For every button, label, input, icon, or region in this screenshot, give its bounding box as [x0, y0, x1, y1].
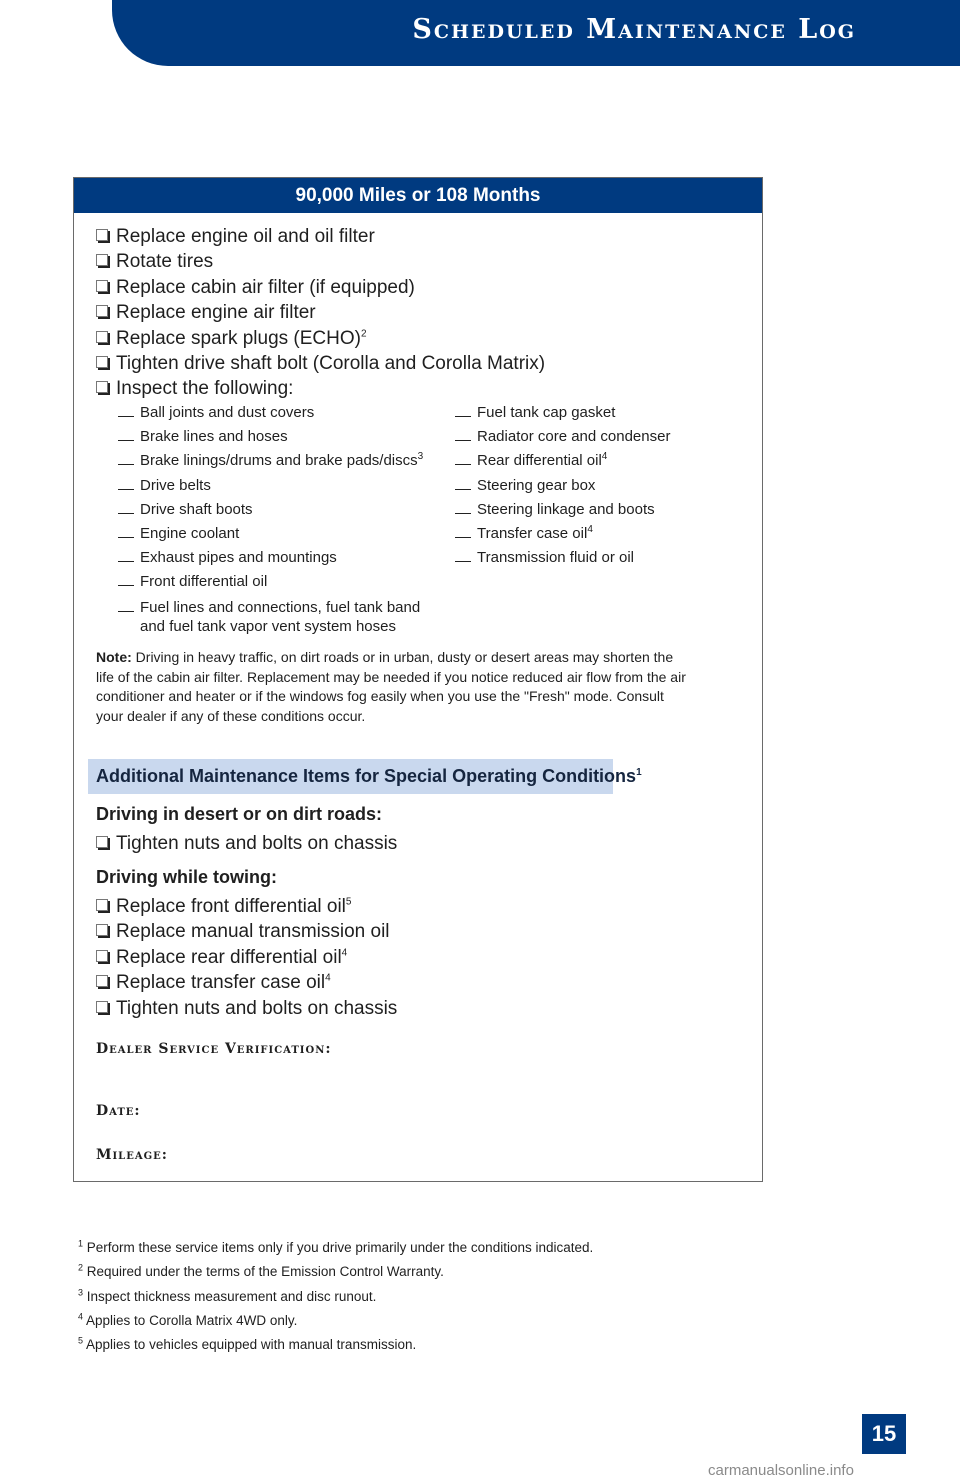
date-label: Date: — [96, 1103, 141, 1119]
checklist-item: Rotate tires — [96, 249, 545, 274]
blank-line[interactable] — [118, 561, 134, 562]
inspect-item: Drive belts — [118, 474, 448, 498]
inspect-item: Steering gear box — [455, 474, 755, 498]
checkbox-icon[interactable] — [96, 356, 108, 368]
blank-line[interactable] — [118, 611, 134, 612]
blank-line[interactable] — [118, 464, 134, 465]
footnote: $^2$ Required under the terms of the Emission Control Warranty. — [78, 1262, 444, 1280]
checklist-item: Replace cabin air filter (if equipped) — [96, 275, 545, 300]
note-label: Note: — [96, 649, 132, 665]
blank-line[interactable] — [455, 561, 471, 562]
checkbox-icon[interactable] — [96, 975, 108, 987]
inspect-item: Fuel lines and connections, fuel tank band and fuel tank vapor vent system hoses — [118, 595, 448, 636]
checklist-item: Tighten nuts and bolts on chassis — [96, 996, 397, 1021]
footnote: $^4$ Applies to Corolla Matrix 4WD only. — [78, 1311, 298, 1328]
checkbox-icon[interactable] — [96, 836, 108, 848]
checkbox-icon[interactable] — [96, 254, 108, 266]
inspect-item: Exhaust pipes and mountings — [118, 546, 448, 570]
checkbox-icon[interactable] — [96, 305, 108, 317]
blank-line[interactable] — [455, 537, 471, 538]
note-paragraph — [96, 648, 686, 726]
inspect-item: Rear differential oil$^4$ — [455, 449, 755, 473]
checkbox-icon[interactable] — [96, 1001, 108, 1013]
checklist-item: Tighten nuts and bolts on chassis — [96, 831, 397, 856]
blank-line[interactable] — [455, 489, 471, 490]
checklist-item: Replace rear differential oil$^4$ — [96, 945, 397, 970]
checkbox-icon[interactable] — [96, 950, 108, 962]
desert-heading: Driving in desert or on dirt roads: — [96, 804, 383, 824]
service-list — [96, 224, 545, 402]
blank-line[interactable] — [118, 513, 134, 514]
inspect-item: Steering linkage and boots — [455, 498, 755, 522]
blank-line[interactable] — [455, 440, 471, 441]
towing-list — [96, 894, 397, 1021]
checkbox-icon[interactable] — [96, 899, 108, 911]
footnote: $^5$ Applies to vehicles equipped with manual transmission. — [78, 1335, 417, 1353]
blank-line[interactable] — [118, 416, 134, 417]
page-number: 15 — [862, 1414, 906, 1454]
maintenance-box — [73, 177, 763, 1182]
blank-line[interactable] — [455, 513, 471, 514]
footnotes — [78, 1236, 593, 1357]
blank-line[interactable] — [455, 464, 471, 465]
checkbox-icon[interactable] — [96, 280, 108, 292]
blank-line[interactable] — [118, 440, 134, 441]
checkbox-icon[interactable] — [96, 381, 108, 393]
checklist-item: Replace engine air filter — [96, 300, 545, 325]
inspect-list-right — [455, 401, 755, 570]
inspect-item: Transfer case oil$^4$ — [455, 522, 755, 546]
dealer-verification-label: Dealer Service Verification: — [96, 1041, 332, 1057]
checkbox-icon[interactable] — [96, 924, 108, 936]
inspect-item: Brake linings/drums and brake pads/discs$^3$ — [118, 449, 448, 473]
checklist-item: Inspect the following: — [96, 376, 545, 401]
header-band — [112, 0, 960, 66]
inspect-item: Engine coolant — [118, 522, 448, 546]
watermark: carmanualsonline.info — [708, 1462, 854, 1479]
inspect-item: Fuel tank cap gasket — [455, 401, 755, 425]
box-title: 90,000 Miles or 108 Months — [74, 178, 762, 213]
checklist-item: Replace manual transmission oil — [96, 919, 397, 944]
desert-list — [96, 831, 397, 856]
blank-line[interactable] — [118, 489, 134, 490]
checklist-item: Replace front differential oil$^5$ — [96, 894, 397, 919]
inspect-item: Drive shaft boots — [118, 498, 448, 522]
checklist-item: Tighten drive shaft bolt (Corolla and Corolla Matrix) — [96, 351, 545, 376]
inspect-item: Front differential oil — [118, 570, 448, 594]
inspect-item: Ball joints and dust covers — [118, 401, 448, 425]
mileage-label: Mileage: — [96, 1147, 168, 1163]
blank-line[interactable] — [455, 416, 471, 417]
inspect-list-left — [118, 401, 448, 636]
checklist-item: Replace transfer case oil$^4$ — [96, 970, 397, 995]
towing-heading: Driving while towing: — [96, 867, 277, 887]
blank-line[interactable] — [118, 537, 134, 538]
page-title: Scheduled Maintenance Log — [412, 14, 856, 45]
blank-line[interactable] — [118, 585, 134, 586]
footnote: $^3$ Inspect thickness measurement and disc runout. — [78, 1287, 377, 1304]
inspect-item: Radiator core and condenser — [455, 425, 755, 449]
inspect-item: Transmission fluid or oil — [455, 546, 755, 570]
checkbox-icon[interactable] — [96, 331, 108, 343]
note-text: Driving in heavy traffic, on dirt roads or in urban, dusty or desert areas may shorten the life of the cabin air filter. Replacement may be needed if you notice reduced air flow from the air conditioner and heater or if the windows fog easily when you use the "Fresh" mode. Consult your dealer if any of these conditions occur. — [96, 649, 686, 724]
checklist-item: Replace spark plugs (ECHO)$^2$ — [96, 326, 545, 351]
checkbox-icon[interactable] — [96, 229, 108, 241]
footnote: $^1$ Perform these service items only if you drive primarily under the conditions indicated. — [78, 1238, 594, 1255]
additional-items-heading: Additional Maintenance Items for Special Operating Conditions$^1$ — [88, 759, 613, 794]
checklist-item: Replace engine oil and oil filter — [96, 224, 545, 249]
inspect-item: Brake lines and hoses — [118, 425, 448, 449]
